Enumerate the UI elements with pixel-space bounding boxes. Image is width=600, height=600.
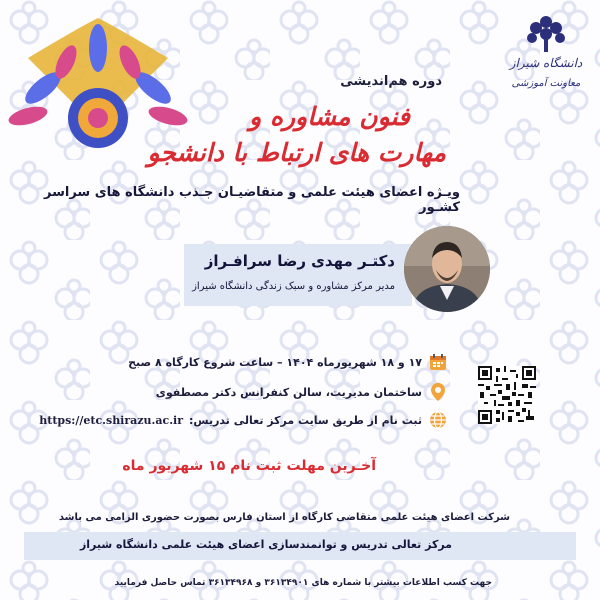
- qr-code[interactable]: [478, 366, 536, 424]
- place-row: [156, 382, 448, 402]
- globe-icon: [428, 410, 448, 430]
- registration-row: [35, 410, 448, 430]
- university-logo: [506, 14, 586, 104]
- title-line-2: مهارت های ارتباط با دانشجو: [147, 138, 446, 167]
- title-line-1: فنون مشاوره و: [249, 102, 410, 131]
- location-pin-icon: [428, 382, 448, 402]
- speaker-photo: [404, 226, 490, 312]
- course-type-label: دوره هم‌اندیشی: [340, 74, 442, 89]
- date-row: [128, 352, 448, 372]
- audience-subtitle: ویـژه اعضای هیئت علمی و متقاضیـان جـذب دانشگاه های سراسر کشـور: [44, 185, 460, 215]
- registration-link[interactable]: https://etc.shirazu.ac.ir: [39, 413, 183, 427]
- speaker-name: دکتـر مهدی رضا سرافـراز: [204, 252, 395, 270]
- registration-deadline: آخـرین مهلت ثبت نام ۱۵ شهریور ماه: [122, 458, 376, 474]
- registration-text: ثبت نام از طریق سایت مرکز تعالی تدریس:: [189, 413, 422, 427]
- organizer-name: مرکز تعالی تدریس و توانمندسازی اعضای هیئت علمی دانشگاه شیراز: [79, 538, 452, 551]
- calendar-icon: [428, 352, 448, 372]
- date-text: ۱۷ و ۱۸ شهریورماه ۱۴۰۴ – ساعت شروع کارگاه ۸ صبح: [128, 355, 422, 369]
- place-text: ساختمان مدیریت، سالن کنفرانس دکتر مصطفوی: [155, 385, 422, 399]
- speaker-role: مدیر مرکز مشاوره و سبک زندگی دانشگاه شیراز: [192, 281, 395, 292]
- attendance-note: شرکت اعضای هیئت علمی متقاضی کارگاه از استان فارس بصورت حضوری الزامی می باشد: [58, 512, 510, 523]
- logo-university-name: دانشگاه شیراز: [509, 56, 583, 70]
- mandala-ornament: [8, 8, 188, 148]
- logo-department-name: معاونت آموزشی: [511, 78, 581, 89]
- contact-info: جهت کسب اطلاعات بیشتر با شماره های ۳۶۱۳۴۹۰۱ و ۳۶۱۳۴۹۶۸ تماس حاصل فرمایید: [114, 578, 492, 588]
- tree-emblem-icon: [524, 14, 568, 54]
